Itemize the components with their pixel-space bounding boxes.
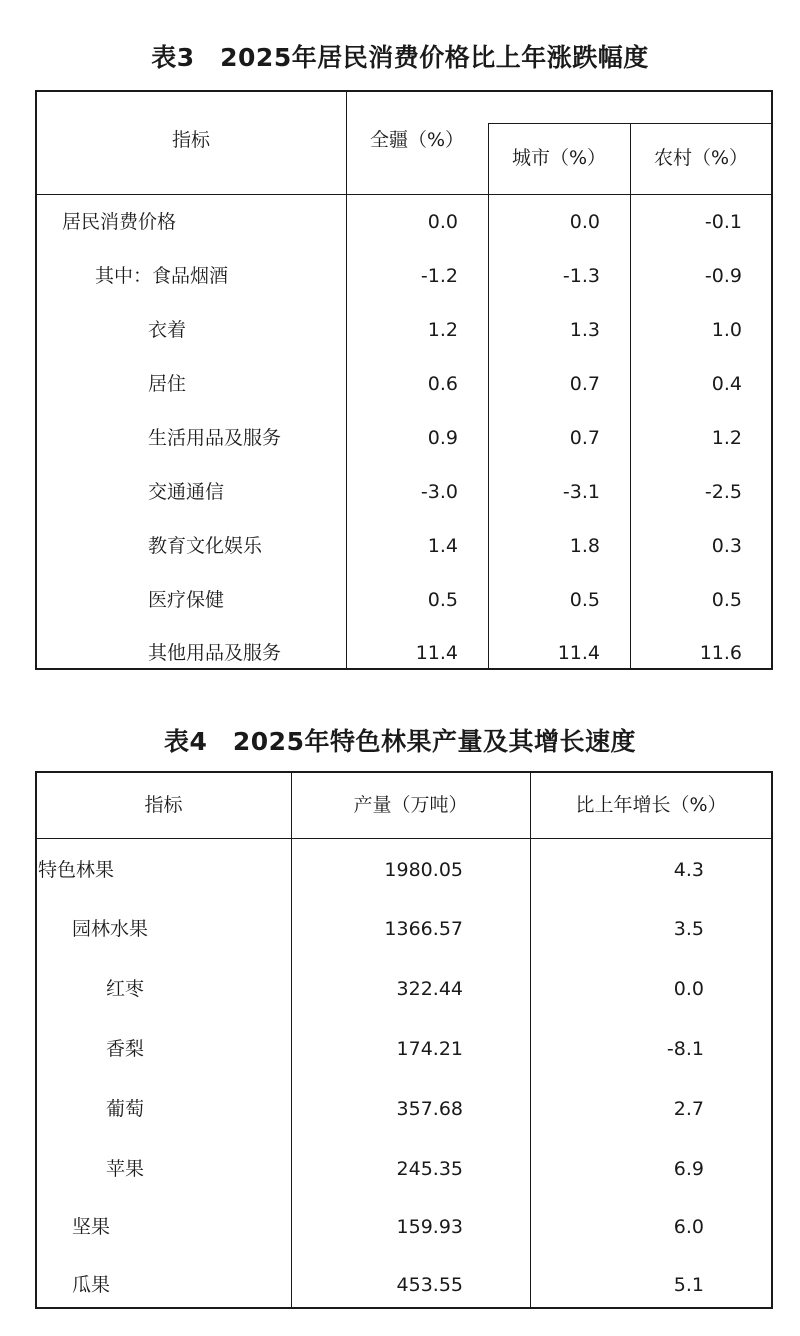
table3-cell-urban: 0.0 xyxy=(569,211,600,233)
table3-cell-total: 0.5 xyxy=(427,589,458,611)
table3-row-label: 教育文化娱乐 xyxy=(148,535,263,557)
table3-cell-rural: -0.9 xyxy=(704,265,742,287)
table3-row-label: 医疗保健 xyxy=(148,589,225,611)
table4-row-label: 苹果 xyxy=(106,1158,145,1180)
table3-header-divider xyxy=(36,194,772,195)
table3-row-label: 居民消费价格 xyxy=(62,211,177,233)
table3-header-total: 全疆（%） xyxy=(369,129,465,151)
table4-cell-growth: 2.7 xyxy=(673,1098,704,1120)
table3-row-label: 交通通信 xyxy=(148,481,225,503)
table4-cell-output: 1366.57 xyxy=(384,918,463,940)
table4-cell-growth: 6.9 xyxy=(673,1158,704,1180)
table4-cell-growth: 5.1 xyxy=(673,1274,704,1296)
table4-row-label: 坚果 xyxy=(72,1216,111,1238)
table4-header-divider xyxy=(36,838,772,839)
table4-header-indicator: 指标 xyxy=(144,794,183,816)
table3-cell-rural: 11.6 xyxy=(699,642,742,664)
table3-header-urban: 城市（%） xyxy=(511,147,607,169)
table4-cell-output: 322.44 xyxy=(396,978,463,1000)
table4-header-output: 产量（万吨） xyxy=(353,794,468,816)
table4-cell-output: 245.35 xyxy=(396,1158,463,1180)
table3-cell-rural: 0.3 xyxy=(711,535,742,557)
table4-cell-output: 453.55 xyxy=(396,1274,463,1296)
table4-row-label: 香梨 xyxy=(106,1038,145,1060)
table3-cell-urban: 0.7 xyxy=(569,427,600,449)
table3-header-indicator: 指标 xyxy=(171,129,210,151)
table3-cell-total: -3.0 xyxy=(420,481,458,503)
table3-cell-rural: 1.0 xyxy=(711,319,742,341)
table3-row-label: 居住 xyxy=(148,373,187,395)
table3-cell-rural: -2.5 xyxy=(704,481,742,503)
table4-title: 表4 2025年特色林果产量及其增长速度 xyxy=(164,727,636,756)
table3-row-label: 其中：食品烟酒 xyxy=(95,265,229,287)
table3-cell-total: -1.2 xyxy=(420,265,458,287)
table3-cell-total: 11.4 xyxy=(415,642,458,664)
table4-row-label: 红枣 xyxy=(106,978,145,1000)
table3-cell-total: 0.0 xyxy=(427,211,458,233)
table4-cell-output: 159.93 xyxy=(396,1216,463,1238)
table3-cell-rural: -0.1 xyxy=(704,211,742,233)
table3-cell-rural: 1.2 xyxy=(711,427,742,449)
table3-cell-urban: -1.3 xyxy=(562,265,600,287)
table4-cell-growth: 3.5 xyxy=(673,918,704,940)
table3-title: 表3 2025年居民消费价格比上年涨跌幅度 xyxy=(151,43,649,72)
table4-cell-output: 174.21 xyxy=(396,1038,463,1060)
table3-cell-total: 0.6 xyxy=(427,373,458,395)
table3-row-label: 其他用品及服务 xyxy=(148,642,282,664)
table3-cell-total: 0.9 xyxy=(427,427,458,449)
table4-row-label: 瓜果 xyxy=(72,1274,111,1296)
table4-row-label: 葡萄 xyxy=(106,1098,145,1120)
table4-cell-growth: -8.1 xyxy=(666,1038,704,1060)
table3-cell-rural: 0.4 xyxy=(711,373,742,395)
table4-cell-growth: 0.0 xyxy=(673,978,704,1000)
table3-cell-urban: 0.7 xyxy=(569,373,600,395)
table3-cell-urban: -3.1 xyxy=(562,481,600,503)
table3-cell-urban: 1.8 xyxy=(569,535,600,557)
table4-row-label: 园林水果 xyxy=(72,918,149,940)
table4-cell-output: 1980.05 xyxy=(384,859,463,881)
table3-row-label: 生活用品及服务 xyxy=(148,427,282,449)
table3-cell-total: 1.4 xyxy=(427,535,458,557)
table4-cell-output: 357.68 xyxy=(396,1098,463,1120)
table3-cell-urban: 11.4 xyxy=(557,642,600,664)
table3-cell-total: 1.2 xyxy=(427,319,458,341)
table4-cell-growth: 6.0 xyxy=(673,1216,704,1238)
table3-cell-urban: 1.3 xyxy=(569,319,600,341)
table3-cell-urban: 0.5 xyxy=(569,589,600,611)
table4-header-growth: 比上年增长（%） xyxy=(575,794,727,816)
table3-row-label: 衣着 xyxy=(148,319,187,341)
table4-row-label: 特色林果 xyxy=(38,859,115,881)
table3-header-rural: 农村（%） xyxy=(653,147,749,169)
table3-cell-rural: 0.5 xyxy=(711,589,742,611)
table4-cell-growth: 4.3 xyxy=(673,859,704,881)
